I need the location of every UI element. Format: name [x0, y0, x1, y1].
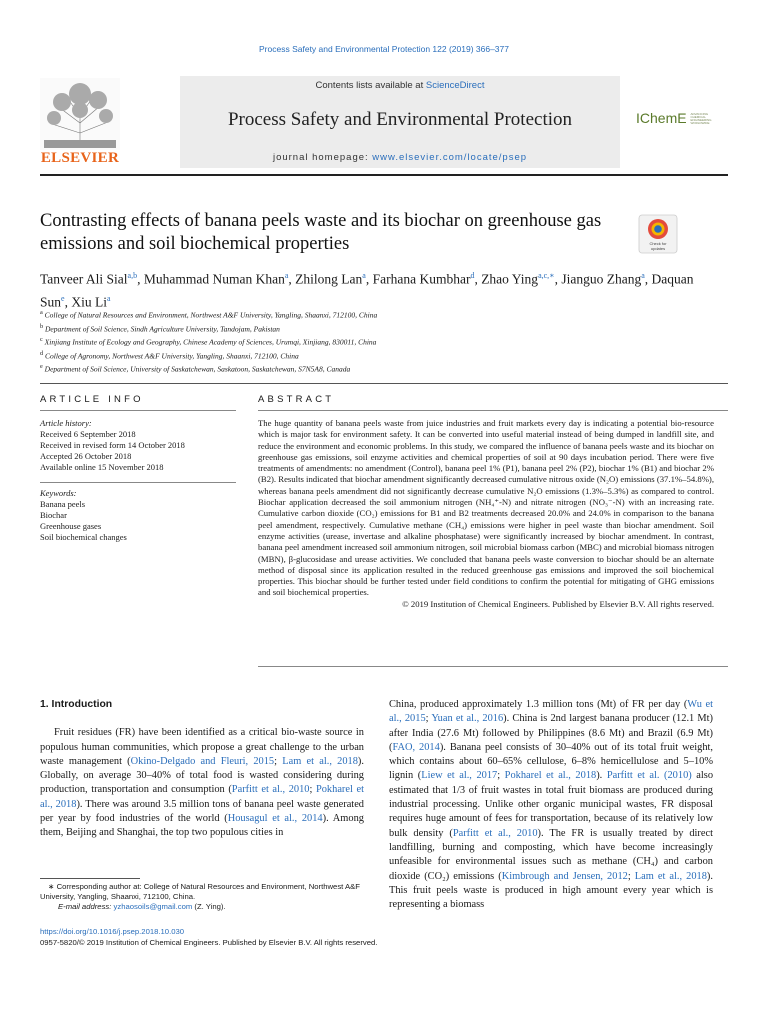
icheme-wordmark: IChemE: [636, 110, 687, 126]
crossmark-label: Check for updates: [649, 241, 667, 251]
elsevier-wordmark: ELSEVIER: [40, 150, 120, 166]
email-suffix: (Z. Ying).: [192, 902, 226, 911]
issn-line: 0957-5820/© 2019 Institution of Chemical Engineers. Published by Elsevier B.V. All rights reserved.: [40, 938, 378, 947]
affiliation-marker: c: [40, 336, 43, 343]
history-item: Received 6 September 2018: [40, 429, 136, 439]
abstract-rule-top: [258, 410, 728, 411]
body-text: ;: [497, 770, 505, 782]
body-text: ). Globally, on average 30–40% of total food is wasted considering during production, transportation and consumption (: [40, 755, 364, 796]
homepage-line: [180, 152, 620, 163]
author-list: Tanveer Ali Sial$^{a,b}$, Muhammad Numan Khan$^a$, Zhilong Lan$^a$, Farhana Kumbhar$^d$, Zhao Ying$^{a,c,∗}$, Jianguo Zhang$^a$, Daquan Sun$^e$, Xiu Li$^a$: [40, 271, 694, 309]
body-text: ;: [274, 755, 283, 767]
author-affiliation-marker[interactable]: a,c,∗: [538, 271, 555, 280]
article-history: [40, 418, 236, 473]
article-info-heading: ARTICLE INFO: [40, 394, 144, 405]
author-name[interactable]: Tanveer Ali Sial: [40, 271, 128, 287]
author-name[interactable]: Zhao Ying: [481, 271, 539, 287]
affiliation-marker: d: [40, 349, 44, 357]
body-text: also estimated that 1/3 of fruit wastes in total fruit biomass are produced during industrial processing. Unlike other organic municipal wastes, FR disposal requires huge amount of fees for transportation, because of its relatively low bulk density (: [389, 770, 714, 839]
abstract-heading: ABSTRACT: [258, 394, 335, 405]
citation-link[interactable]: FAO, 2014: [392, 741, 440, 753]
affiliation-text: College of Natural Resources and Environment, Northwest A&F University, Yangling, Shaanxi, 712100, China: [42, 310, 378, 320]
citation-link[interactable]: Parfitt et al., 2010: [231, 784, 310, 796]
keyword-item: Biochar: [40, 510, 67, 520]
affiliation-text: College of Agronomy, Northwest A&F University, Yangling, Shaanxi, 712100, China: [43, 351, 299, 360]
body-text: Fruit residues (FR) have been identified as a critical bio-waste source in populous human communities, which propose a great challenge to the urban waste management (: [40, 727, 364, 767]
author-affiliation-marker[interactable]: a: [641, 271, 645, 280]
citation-link[interactable]: Liew et al., 2017: [421, 770, 498, 782]
author-affiliation-marker[interactable]: d: [470, 271, 475, 280]
author-name[interactable]: Xiu Li: [71, 294, 107, 309]
corresponding-author-note: ∗ Corresponding author at: College of Natural Resources and Environment, Northwest A&F University, Yangling, Shaanxi, 712100, China.: [40, 882, 360, 901]
affiliation-text: Department of Soil Science, Sindh Agriculture University, Tandojam, Pakistan: [43, 324, 280, 333]
abstract-copyright: © 2019 Institution of Chemical Engineers. Published by Elsevier B.V. All rights reserved.: [402, 598, 714, 609]
homepage-prefix: journal homepage:: [272, 152, 373, 163]
citation-link[interactable]: Housagul et al., 2014: [227, 813, 323, 825]
article-info-rule: [40, 410, 236, 411]
contents-line: [180, 80, 620, 91]
body-text: ;: [309, 784, 316, 796]
keyword-list: [40, 499, 236, 543]
homepage-link[interactable]: www.elsevier.com/locate/psep: [372, 152, 528, 163]
affiliation-item: [40, 321, 720, 335]
author-name[interactable]: Muhammad Numan Khan: [143, 271, 285, 287]
citation-link[interactable]: Yuan et al., 2016: [431, 713, 504, 725]
affiliation-item: [40, 334, 720, 348]
affiliation-text: Xinjiang Institute of Ecology and Geography, Chinese Academy of Sciences, Urumqi, Xinjiang, 830011, China: [42, 337, 377, 347]
keywords-rule: [40, 482, 236, 483]
author-name[interactable]: Daquan Sun: [40, 271, 694, 309]
abstract-text: The huge quantity of banana peels waste from juice industries and fruit markets every day is indicating a potential bio-resource which is major task for environment safety. It can be converted into useful material instead of being dumped in landfill site, and reduce the environment and economic problems. In this study, we compared the influence of banana peels waste and its biochar on greenhouse gas emissions, soil enzyme activities and chemical properties of soil at 90 days incubation period. There were five treatments of amendments: no amendment (Control), banana peel 1% (P1), banana peel 2% (P2), biochar 1% (B1) and biochar 2% (B2). Results indicated that biochar amendment significantly decreased cumulative nitrous oxide (N₂O) emissions (37.1%–54.8%), whereas banana peels amendment did not significantly decrease cumulative N₂O emissions (1.3%–5.3%) as compared to control. Biochar application decreased the soil ammonium nitrogen (NH₄⁺-N) and nitrate nitrogen (NO₃⁻-N) with an increasing rate. Cumulative carbon dioxide (CO₂) emissions for B1 and B2 treatments decreased 20.0% and 24.0% in comparison to the banana peel amendment, respectively. Cumulative methane (CH₄) emissions were higher in peel waste than biochar amendment. Soil enzyme activities (urease, invertase and alkaline phosphatase) were significantly increased by biochar amendment. In contrast, banana peel amendment increased soil ammonium nitrogen, soil microbial biomass carbon (MBC) and microbial biomass nitrogen (MBN), β-glucosidase and urease activities. We concluded that banana peels waste conversion to biochar should be an alternate method of disposal since its application resulted in the reduced greenhouse gas emissions and improved the soil biochemical properties. This biochar should be further tested under field conditions to confirm the potential for mitigating of GHG emissions and soil biochemical properties.: [258, 418, 714, 598]
icheme-logo: [636, 110, 728, 130]
citation-link[interactable]: Parfitt et al., 2010: [452, 827, 538, 839]
affiliation-marker: a: [40, 309, 43, 316]
citation-link[interactable]: Lam et al., 2018: [634, 870, 707, 882]
body-text: China, produced approximately 1.3 million tons (Mt) of FR per day (: [389, 699, 688, 710]
body-text: ). There was around 3.5 million tons of banana peel waste generated per year by food industries of the world (: [40, 798, 364, 825]
history-item: Received in revised form 14 October 2018: [40, 440, 185, 450]
author-name[interactable]: Zhilong Lan: [295, 271, 363, 287]
keyword-item: Soil biochemical changes: [40, 532, 127, 542]
body-text: ). This fruit peels waste is produced in high amount every year which is representing a biomass: [389, 870, 713, 911]
keyword-item: Banana peels: [40, 499, 86, 509]
email-line: [40, 902, 368, 912]
affiliations: [40, 307, 720, 375]
author-affiliation-marker[interactable]: e: [61, 293, 65, 303]
affiliation-item: [40, 361, 720, 375]
icheme-tagline: ADVANCING CHEMICAL ENGINEERING WORLDWIDE: [690, 112, 712, 126]
history-item: Accepted 26 October 2018: [40, 451, 132, 461]
citation-link[interactable]: Pokharel et al., 2018: [504, 770, 597, 782]
affiliation-marker: e: [40, 363, 43, 370]
intro-left-column: [40, 698, 364, 841]
body-text: ). Among them, Beijing and Shanghai, the top two populous cities in: [40, 813, 364, 839]
body-text: ). Banana peel consists of 30–40% out of its total fruit weight, which contains about 60–65% cellulose, 6–8% hemicellulose and 5–10% lignin (: [389, 741, 713, 782]
footnote-rule: [40, 878, 140, 879]
history-list: [40, 429, 236, 473]
author-name[interactable]: Farhana Kumbhar: [372, 271, 471, 287]
body-text: ).: [596, 770, 607, 782]
body-text: ). China is 2nd largest banana producer (12.1 Mt) after India (27.6 Mt) followed by Philippines (8.6 Mt) and Brazil (6.9 Mt) (: [389, 713, 713, 753]
author-name[interactable]: Jianguo Zhang: [561, 271, 642, 287]
email-label: E-mail address:: [58, 902, 114, 911]
citation-link[interactable]: Kimbrough and Jensen, 2012: [501, 870, 628, 882]
citation-link[interactable]: Lam et al., 2018: [282, 755, 358, 767]
page-footer: [40, 926, 540, 948]
author-affiliation-marker[interactable]: a: [106, 293, 111, 303]
masthead-divider: [40, 174, 728, 176]
journal-banner: [180, 76, 620, 168]
intro-heading: 1. Introduction: [40, 699, 113, 710]
body-text: ). The FR is usually treated by direct landfilling, burning and composting, which have become increasingly unfeasible for environmental issues such as methane (CH₄) and carbon dioxide (CO₂) emissions (: [389, 827, 714, 882]
author-affiliation-marker[interactable]: a: [284, 271, 289, 280]
article-history-label: Article history:: [40, 418, 92, 428]
intro-paragraph-1: [40, 726, 364, 840]
keywords-label: Keywords:: [40, 488, 77, 498]
citation-link[interactable]: Parfitt et al. (2010): [606, 770, 692, 782]
intro-paragraph-1-continued: [389, 698, 713, 912]
contents-prefix: Contents lists available at: [315, 80, 426, 91]
email-link[interactable]: yzhaosoils@gmail.com: [113, 902, 193, 911]
affiliation-item: [40, 307, 720, 321]
crossmark-badge[interactable]: [638, 214, 678, 254]
citation-link[interactable]: Okino-Delgado and Fleuri, 2015: [130, 755, 275, 767]
author-affiliation-marker[interactable]: a: [362, 271, 366, 280]
keyword-item: Greenhouse gases: [40, 521, 102, 531]
abstract-rule-bottom: [258, 666, 728, 667]
header-divider: [40, 383, 728, 384]
affiliation-item: [40, 348, 720, 362]
intro-right-column: [389, 698, 713, 912]
citation-link[interactable]: Pokharel et al., 2018: [40, 784, 364, 810]
doi-link[interactable]: https://doi.org/10.1016/j.psep.2018.10.030: [40, 927, 185, 936]
journal-title: Process Safety and Environmental Protection: [227, 109, 573, 130]
citation-link[interactable]: Wu et al., 2015: [389, 699, 713, 725]
sciencedirect-link[interactable]: ScienceDirect: [425, 80, 485, 91]
article-title: Contrasting effects of banana peels waste and its biochar on greenhouse gas emissions and soil biochemical properties: [40, 211, 602, 254]
journal-reference[interactable]: Process Safety and Environmental Protection 122 (2019) 366–377: [259, 44, 509, 54]
author-affiliation-marker[interactable]: a,b: [127, 271, 138, 280]
body-text: ;: [425, 713, 432, 725]
abstract-body: [258, 418, 714, 610]
body-text: ;: [627, 870, 635, 882]
history-item: Available online 15 November 2018: [40, 462, 164, 472]
corresponding-footnote: [40, 882, 368, 912]
masthead: [40, 76, 728, 172]
affiliation-marker: b: [40, 322, 44, 330]
affiliation-text: Department of Soil Science, University of Saskatchewan, Saskatoon, Saskatchewan, S7N5A8, Canada: [42, 364, 351, 374]
keywords-block: [40, 488, 236, 543]
